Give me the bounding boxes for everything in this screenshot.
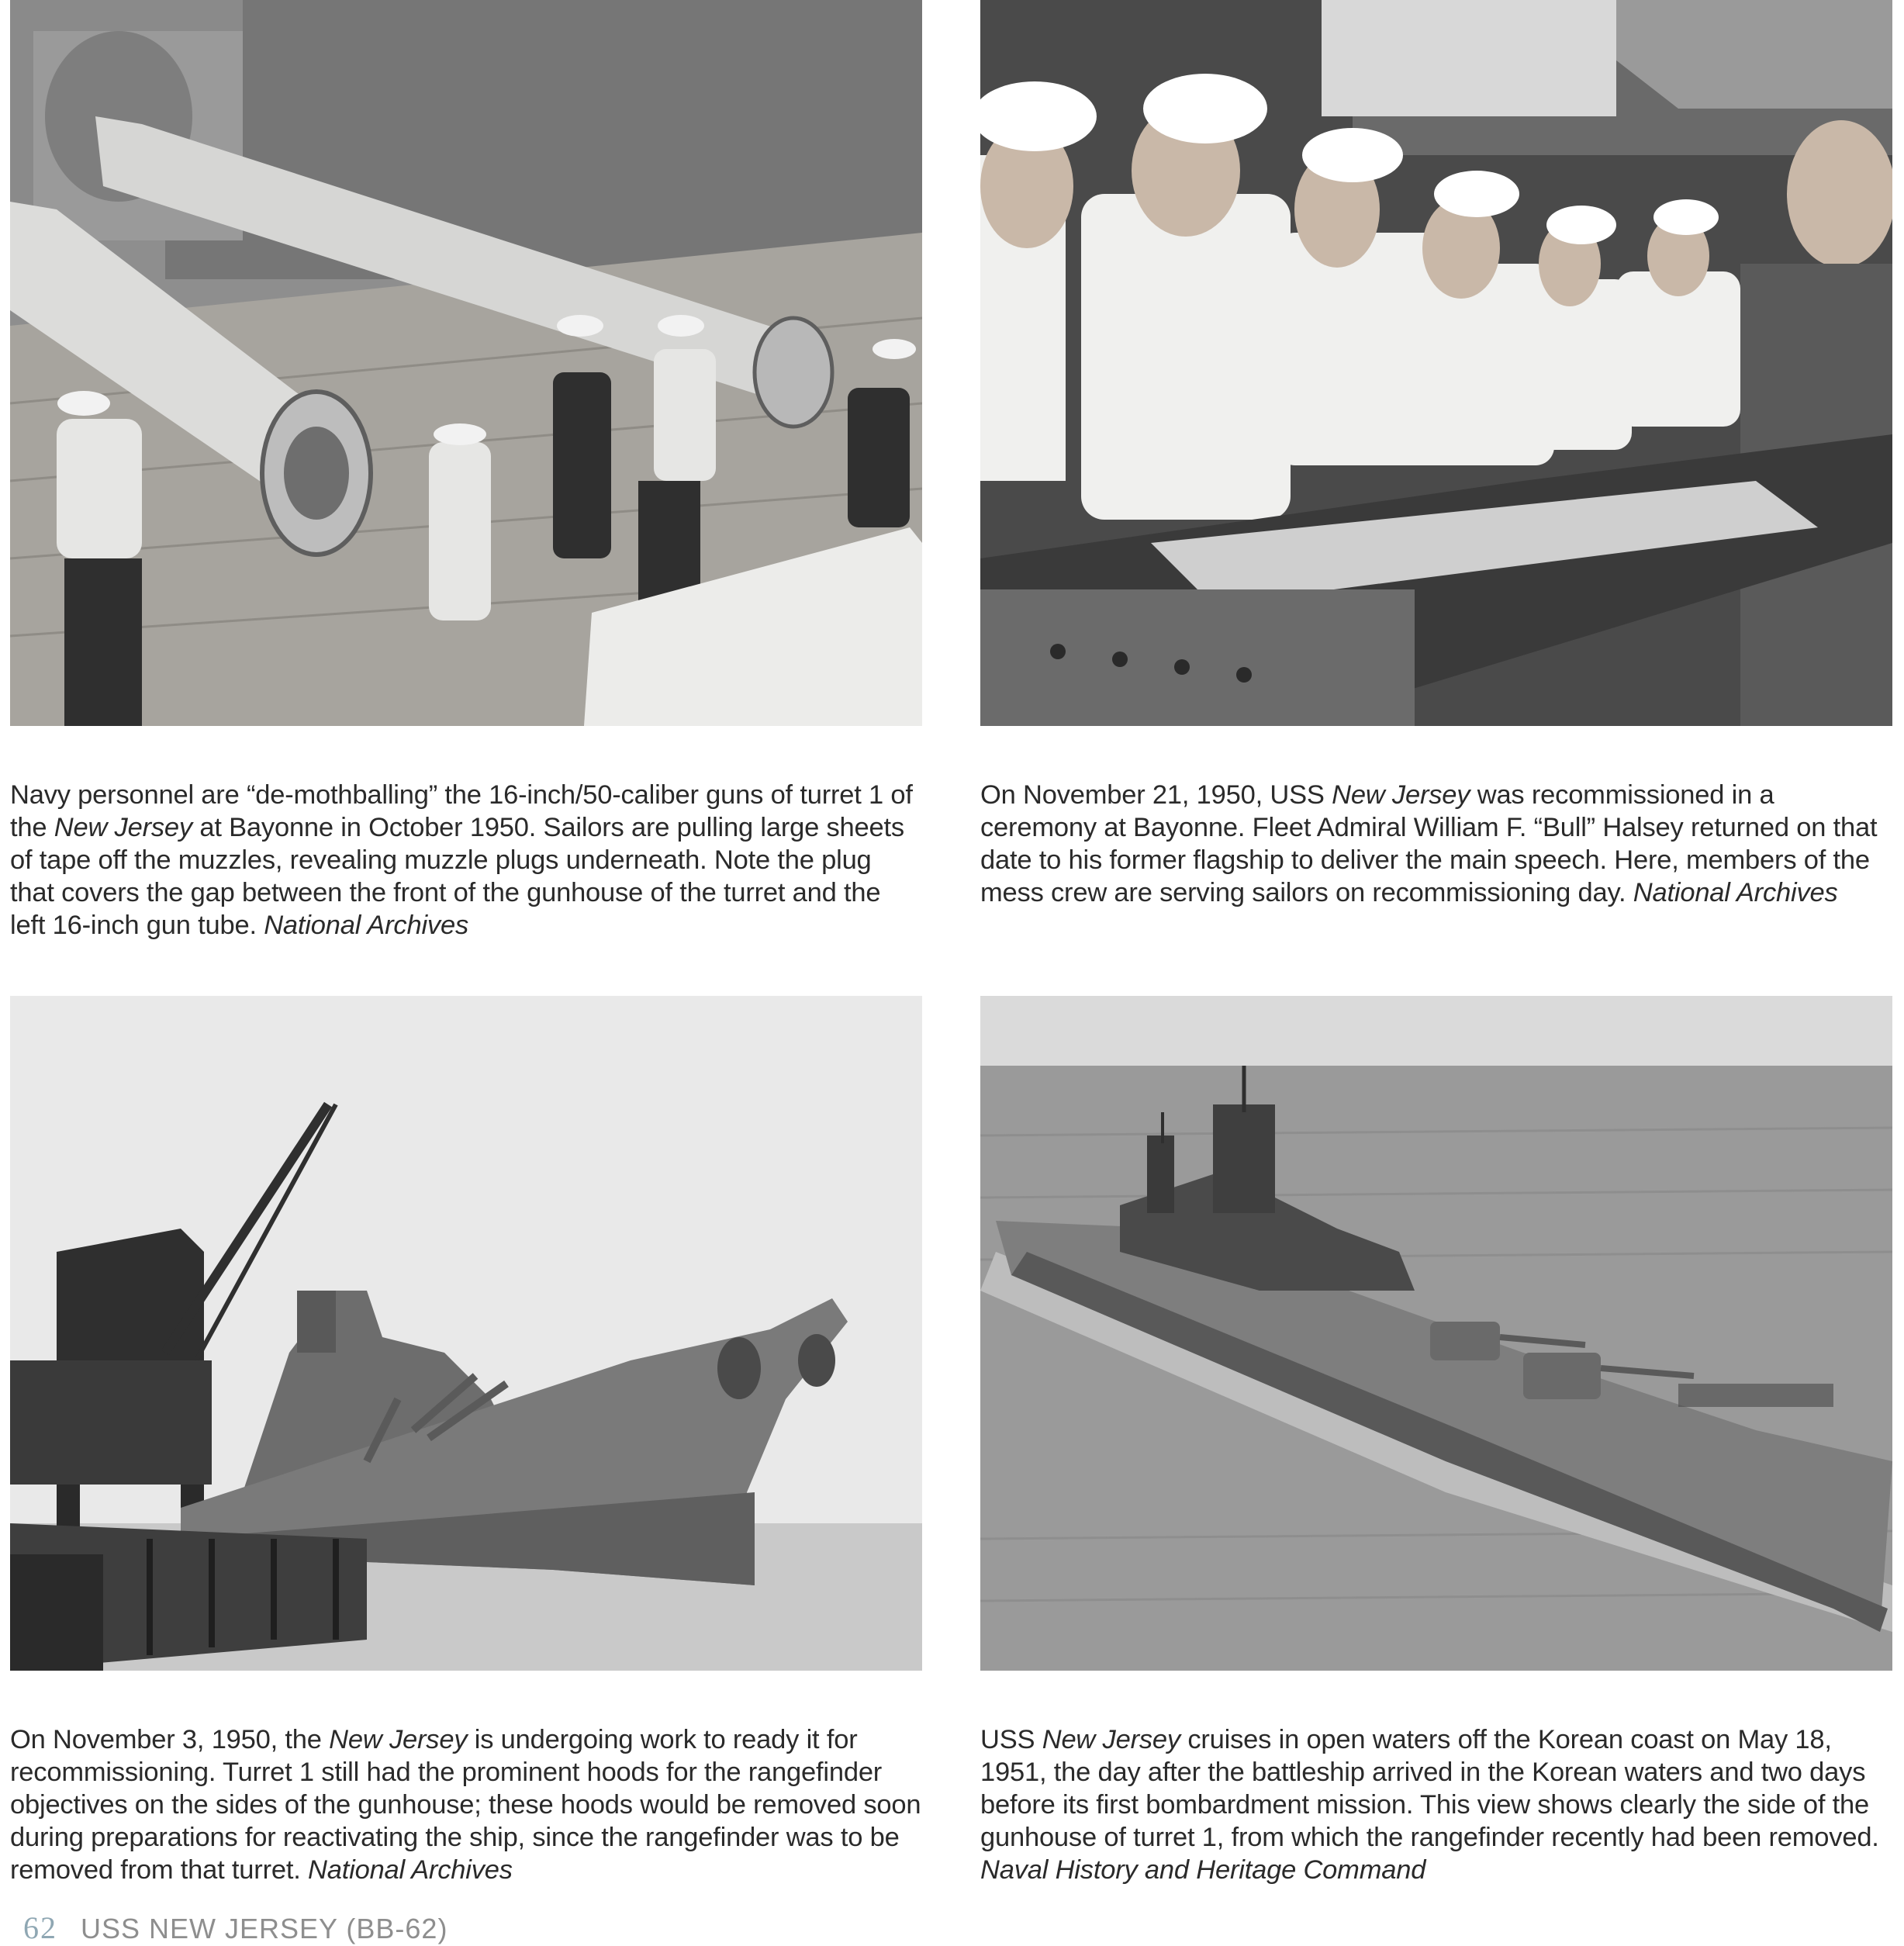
caption-1-credit: National Archives (264, 911, 468, 940)
caption-3-text-a: On November 3, 1950, the (10, 1725, 330, 1754)
caption-ship-off-korea (980, 1723, 1895, 1886)
caption-4-ship-name: New Jersey (1042, 1725, 1180, 1754)
caption-recommissioning-mess (980, 779, 1895, 909)
caption-2-text-b: was recommissioned in a ceremony at Bayonne. Fleet Admiral William F. “Bull” Halsey returned on that date to his former flagship to deliver the main speech. Here, members of the mess crew are serving sailors on recommissioning day. (980, 780, 1878, 907)
caption-3-credit: National Archives (308, 1855, 513, 1885)
bow-photo-illustration (10, 996, 922, 1671)
running-title: USS NEW JERSEY (BB-62) (81, 1913, 448, 1944)
photo-ship-bow-at-bayonne (10, 996, 922, 1671)
caption-1-text-b: at Bayonne in October 1950. Sailors are pulling large sheets of tape off the muzzles, revealing muzzle plugs underneath. Note the plug that covers the gap between the front of the gunhouse of the turret and the left 16-inch gun tube. (10, 813, 904, 940)
caption-2-ship-name: New Jersey (1332, 780, 1470, 810)
caption-2-credit: National Archives (1633, 878, 1838, 907)
caption-2-text-a: On November 21, 1950, USS (980, 780, 1332, 810)
caption-4-credit: Naval History and Heritage Command (980, 1855, 1426, 1885)
page-number: 62 (23, 1910, 57, 1945)
photo-guns-demothballing (10, 0, 922, 726)
photo-mess-crew-serving (980, 0, 1892, 726)
photo-ship-off-korea (980, 996, 1892, 1671)
guns-photo-illustration (10, 0, 922, 726)
caption-3-ship-name: New Jersey (329, 1725, 468, 1754)
mess-line-photo-illustration (980, 0, 1892, 726)
caption-guns-demothballing (10, 779, 922, 942)
caption-4-text-b: cruises in open waters off the Korean coast on May 18, 1951, the day after the battleship arrived in the Korean waters and two days before its first bombardment mission. This view shows clearly the side of the gunhouse of turret 1, from which the rangefinder recently had been removed. (980, 1725, 1879, 1852)
page-footer (23, 1910, 448, 1945)
caption-1-ship-name: New Jersey (54, 813, 192, 842)
at-sea-photo-illustration (980, 996, 1892, 1671)
caption-4-text-a: USS (980, 1725, 1042, 1754)
caption-1-text-a: Navy personnel are “de-mothballing” the 16-inch/50-caliber guns of turret 1 of the (10, 780, 913, 842)
caption-ship-bow-work (10, 1723, 925, 1886)
caption-3-text-b: is undergoing work to ready it for recommissioning. Turret 1 still had the prominent hoods for the rangefinder objectives on the sides of the gunhouse; these hoods would be removed soon during preparations for reactivating the ship, since the rangefinder was to be removed from that turret. (10, 1725, 921, 1885)
